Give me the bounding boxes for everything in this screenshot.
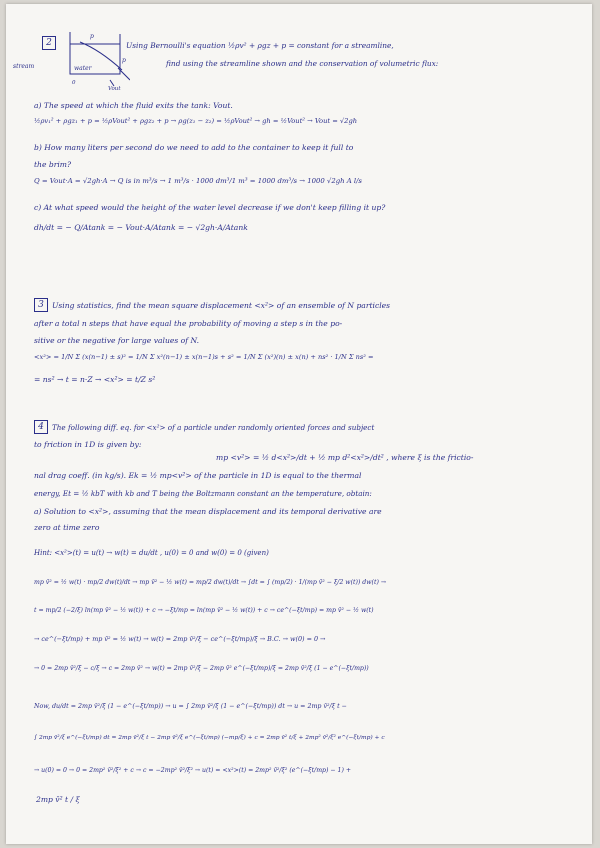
p3-line-1: Using statistics, find the mean square displacement <x²> of an ensemble of N particles bbox=[52, 301, 391, 310]
p4-work-line-3: → ce^(−ξt/mp) + mp v̄² = ½ w(t) → w(t) = 2mp v̄²/ξ − ce^(−ξt/mp)/ξ → B.C. → w(0) = 0 → bbox=[34, 635, 326, 643]
tank-diagram bbox=[10, 28, 130, 92]
p2-answer-b: Q = Vout·A = √2gh·A → Q is in m³/s → 1 m³/s · 1000 dm³/1 m³ = 1000 dm³/s → 1000 √2gh A l/s bbox=[34, 177, 362, 185]
p2-answer-c: dh/dt = − Q/Atank = − Vout·A/Atank = − √2gh·A/Atank bbox=[34, 223, 248, 232]
p4-hint: Hint: <x²>(t) = u(t) → w(t) = du/dt , u(0) = 0 and w(0) = 0 (given) bbox=[34, 549, 269, 557]
p4-line-2: to friction in 1D is given by: bbox=[34, 440, 142, 449]
p4-work-line-8: 2mp v̄² t / ξ bbox=[36, 795, 80, 804]
p4-work-line-5: Now, du/dt = 2mp v̄²/ξ (1 − e^(−ξt/mp)) → u = ∫ 2mp v̄²/ξ (1 − e^(−ξt/mp)) dt → u = 2mp v̄²/ξ t − bbox=[34, 703, 347, 710]
p4-line-5: energy, Et = ½ kbT with kb and T being the Boltzmann constant an the temperature, obtain: bbox=[34, 489, 372, 498]
p2-question-a: a) The speed at which the fluid exits the tank: Vout. bbox=[34, 101, 233, 110]
pressure-out-label: p bbox=[122, 57, 126, 64]
problem-2-number: 2 bbox=[42, 36, 56, 50]
p3-eq-1: <x²> = 1/N Σ (x(n−1) ± s)² = 1/N Σ x²(n−1) ± x(n−1)s + s² = 1/N Σ (x²)(n) ± x(n) + ns² · 1/N Σ ns² = bbox=[34, 353, 374, 361]
pressure-top-label: p bbox=[90, 33, 94, 40]
vout-label: Vout bbox=[108, 86, 121, 92]
p2-question-b-line-2: the brim? bbox=[34, 160, 72, 169]
stream-label: stream bbox=[13, 63, 35, 70]
p3-line-3: sitive or the negative for large values of N. bbox=[34, 336, 200, 345]
p4-line-4: nal drag coeff. (in kg/s). Ek = ½ mp<v²> of the particle in 1D is equal to the thermal bbox=[34, 471, 362, 480]
p2-intro-line-2: find using the streamline shown and the conservation of volumetric flux: bbox=[166, 59, 439, 68]
p4-line-1: The following diff. eq. for <x²> of a particle under randomly oriented forces and subject bbox=[52, 423, 375, 432]
p3-line-2: after a total n steps that have equal the probability of moving a step s in the po- bbox=[34, 319, 343, 328]
problem-3-number: 3 bbox=[34, 298, 48, 312]
p4-work-line-1: mp v̄² = ½ w(t) · mp/2 dw(t)/dt → mp v̄² − ½ w(t) = mp/2 dw(t)/dt → ∫dt = ∫ (mp/2) · 1/(mp v̄² − ξ/2 w(t)) dw(t) → bbox=[34, 579, 387, 586]
p2-question-b-line-1: b) How many liters per second do we need to add to the container to keep it full to bbox=[34, 143, 354, 152]
notebook-page bbox=[6, 4, 592, 844]
p4-work-line-2: t = mp/2 (−2/ξ) ln(mp v̄² − ½ w(t)) + c → −ξt/mp = ln(mp v̄² − ½ w(t)) + c → ce^(−ξt/mp) = mp v̄² − ½ w(t) bbox=[34, 607, 374, 614]
p2-question-c: c) At what speed would the height of the water level decrease if we don't keep filling it up? bbox=[34, 203, 386, 212]
z-origin-label: 0 bbox=[72, 80, 76, 86]
p4-work-line-7: → u(0) = 0 → 0 = 2mp² v̄²/ξ² + c → c = −2mp² v̄²/ξ² → u(t) = <x²>(t) = 2mp² v̄²/ξ² (e^(−ξt/mp) − 1) + bbox=[34, 767, 352, 774]
p4-work-line-6: ∫ 2mp v̄²/ξ e^(−ξt/mp) dt = 2mp v̄²/ξ t − 2mp v̄²/ξ e^(−ξt/mp) (−mp/ξ) + c = 2mp v̄² t/ξ + 2mp² v̄²/ξ² e^(−ξt/mp) + c bbox=[34, 735, 385, 741]
p3-eq-2: = ns² → t = n·Z → <x²> = t/Z s² bbox=[34, 375, 156, 384]
p4-line-7: zero at time zero bbox=[34, 523, 100, 532]
p4-work-line-4: → 0 = 2mp v̄²/ξ − c/ξ → c = 2mp v̄² → w(t) = 2mp v̄²/ξ − 2mp v̄² e^(−ξt/mp)/ξ = 2mp v̄²/ξ (1 − e^(−ξt/mp)) bbox=[34, 665, 369, 672]
p2-answer-a: ½ρv₁² + ρgz₁ + p = ½ρVout² + ρgz₂ + p → ρg(z₁ − z₂) = ½ρVout² → gh = ½Vout² → Vout = √2gh bbox=[34, 117, 358, 125]
p2-intro-line-1: Using Bernoulli's equation ½ρv² + ρgz + p = constant for a streamline, bbox=[126, 41, 394, 50]
water-label: water bbox=[74, 65, 92, 72]
problem-4-number: 4 bbox=[34, 420, 48, 434]
p4-line-3: mp <v²> = ½ d<x²>/dt + ½ mp d²<x²>/dt² , where ξ is the frictio- bbox=[216, 453, 474, 462]
p4-line-6: a) Solution to <x²>, assuming that the mean displacement and its temporal derivative are bbox=[34, 507, 382, 516]
